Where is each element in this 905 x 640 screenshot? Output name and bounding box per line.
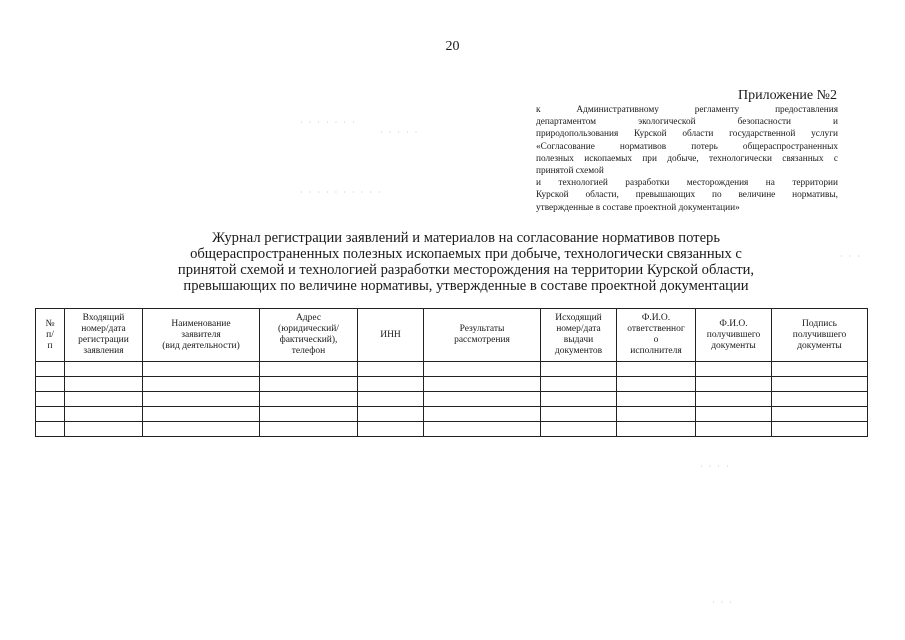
scan-specks: · · · · · · · · · · bbox=[300, 188, 383, 197]
journal-title-line: превышающих по величине нормативы, утвержденные в составе проектной документации bbox=[183, 278, 749, 294]
column-header bbox=[65, 309, 143, 362]
table-row bbox=[36, 362, 868, 377]
journal-title bbox=[150, 230, 782, 294]
column-header bbox=[696, 309, 772, 362]
table-cell bbox=[143, 392, 260, 407]
column-header-line: (юридический/ bbox=[278, 324, 339, 334]
table-cell bbox=[617, 377, 696, 392]
table-cell bbox=[772, 392, 868, 407]
column-header bbox=[36, 309, 65, 362]
table-cell bbox=[541, 422, 617, 437]
table-cell bbox=[260, 392, 358, 407]
journal-title-line: принятой схемой и технологией разработки месторождения на территории Курской области, bbox=[177, 262, 755, 278]
journal-title-line: общераспространенных полезных ископаемых при добыче, технологически связанных с bbox=[190, 246, 742, 262]
table-cell bbox=[65, 407, 143, 422]
table-cell bbox=[541, 362, 617, 377]
table-cell bbox=[696, 362, 772, 377]
table-cell bbox=[424, 377, 541, 392]
appendix-title: Приложение №2 bbox=[738, 88, 837, 103]
column-header-line: фактический), bbox=[279, 335, 338, 345]
column-header-line: получившего bbox=[706, 329, 761, 340]
journal-table bbox=[35, 308, 868, 437]
column-header bbox=[143, 309, 260, 362]
column-header-line: Ф.И.О. bbox=[719, 318, 748, 329]
table-cell bbox=[358, 377, 424, 392]
scan-specks: · · · bbox=[712, 598, 734, 607]
column-header bbox=[617, 309, 696, 362]
appendix-line: к Административному регламенту предоставления bbox=[536, 105, 838, 115]
table-cell bbox=[424, 362, 541, 377]
table-cell bbox=[772, 407, 868, 422]
table-cell bbox=[541, 392, 617, 407]
table-cell bbox=[696, 407, 772, 422]
column-header-line: выдачи bbox=[563, 335, 594, 345]
table-cell bbox=[65, 422, 143, 437]
column-header-line: Результаты bbox=[459, 324, 505, 334]
appendix-line: утвержденные в составе проектной документации» bbox=[536, 202, 740, 213]
column-header-line: документы bbox=[711, 340, 756, 351]
column-header-line: Ф.И.О. bbox=[641, 313, 671, 323]
table-cell bbox=[143, 362, 260, 377]
table-cell bbox=[143, 407, 260, 422]
table-cell bbox=[424, 392, 541, 407]
column-header-line: (вид деятельности) bbox=[162, 340, 240, 351]
column-header-line: Исходящий bbox=[555, 313, 602, 323]
column-header-line: получившего bbox=[792, 329, 847, 340]
table-cell bbox=[36, 392, 65, 407]
appendix-line: природопользования Курской области государственной услуги bbox=[536, 129, 838, 140]
table-cell bbox=[696, 422, 772, 437]
appendix-line: и технологией разработки месторождения на территории bbox=[536, 178, 838, 189]
table-cell bbox=[617, 422, 696, 437]
column-header-line: телефон bbox=[291, 346, 326, 356]
journal-body bbox=[36, 362, 868, 437]
table-cell bbox=[65, 362, 143, 377]
column-header-line: п/ bbox=[46, 329, 54, 340]
scan-specks: · · · bbox=[840, 252, 862, 261]
appendix-line: Курской области, превышающих по величине нормативы, bbox=[536, 190, 838, 201]
column-header-line: заявления bbox=[83, 346, 124, 356]
table-cell bbox=[65, 392, 143, 407]
column-header-line: ИНН bbox=[380, 329, 401, 340]
column-header bbox=[358, 309, 424, 362]
table-cell bbox=[36, 422, 65, 437]
scan-specks: · · · · · · · bbox=[300, 118, 357, 127]
table-row bbox=[36, 422, 868, 437]
appendix-line: департаментом экологической безопасности и bbox=[536, 117, 838, 128]
appendix-text bbox=[536, 104, 838, 214]
table-cell bbox=[617, 407, 696, 422]
table-row bbox=[36, 407, 868, 422]
appendix-line: «Согласование нормативов потерь общераспространенных bbox=[536, 141, 838, 152]
table-cell bbox=[260, 407, 358, 422]
table-cell bbox=[260, 362, 358, 377]
table-cell bbox=[358, 392, 424, 407]
table-cell bbox=[541, 407, 617, 422]
table-row bbox=[36, 377, 868, 392]
column-header-line: Наименование bbox=[171, 318, 231, 329]
table-cell bbox=[358, 422, 424, 437]
table-cell bbox=[143, 422, 260, 437]
table-cell bbox=[260, 422, 358, 437]
table-cell bbox=[696, 377, 772, 392]
journal-title-line: Журнал регистрации заявлений и материалов на согласование нормативов потерь bbox=[212, 230, 720, 246]
column-header-line: документов bbox=[554, 346, 603, 356]
table-cell bbox=[772, 377, 868, 392]
table-cell bbox=[696, 392, 772, 407]
column-header-line: номер/дата bbox=[556, 324, 601, 334]
table-cell bbox=[143, 377, 260, 392]
column-header bbox=[772, 309, 868, 362]
column-header-line: документы bbox=[797, 340, 842, 351]
column-header-line: о bbox=[653, 335, 659, 345]
table-row bbox=[36, 392, 868, 407]
table-cell bbox=[617, 392, 696, 407]
table-cell bbox=[358, 362, 424, 377]
journal-header bbox=[36, 309, 868, 362]
column-header-line: рассмотрения bbox=[454, 335, 510, 345]
table-cell bbox=[424, 407, 541, 422]
column-header-line: № bbox=[45, 318, 55, 329]
column-header-line: заявителя bbox=[181, 329, 221, 340]
column-header-line: Входящий bbox=[82, 313, 125, 323]
column-header bbox=[541, 309, 617, 362]
table-cell bbox=[617, 362, 696, 377]
column-header bbox=[260, 309, 358, 362]
table-cell bbox=[36, 377, 65, 392]
appendix-line: принятой схемой bbox=[536, 166, 604, 177]
scan-specks: · · · · · bbox=[380, 128, 420, 137]
table-cell bbox=[65, 377, 143, 392]
table-cell bbox=[260, 377, 358, 392]
table-cell bbox=[541, 377, 617, 392]
column-header-line: Адрес bbox=[295, 313, 322, 323]
scan-specks: · · · · bbox=[700, 462, 731, 471]
table-cell bbox=[772, 422, 868, 437]
table-cell bbox=[772, 362, 868, 377]
table-cell bbox=[358, 407, 424, 422]
column-header-line: регистрации bbox=[78, 335, 129, 345]
column-header bbox=[424, 309, 541, 362]
column-header-line: Подпись bbox=[802, 318, 837, 329]
column-header-line: п bbox=[47, 340, 53, 351]
page-number: 20 bbox=[445, 39, 460, 54]
column-header-line: ответственног bbox=[627, 324, 685, 334]
table-cell bbox=[36, 362, 65, 377]
column-header-line: номер/дата bbox=[81, 324, 126, 334]
table-cell bbox=[424, 422, 541, 437]
appendix-line: полезных ископаемых при добыче, технологически связанных с bbox=[536, 153, 838, 164]
column-header-line: исполнителя bbox=[630, 346, 682, 356]
table-cell bbox=[36, 407, 65, 422]
